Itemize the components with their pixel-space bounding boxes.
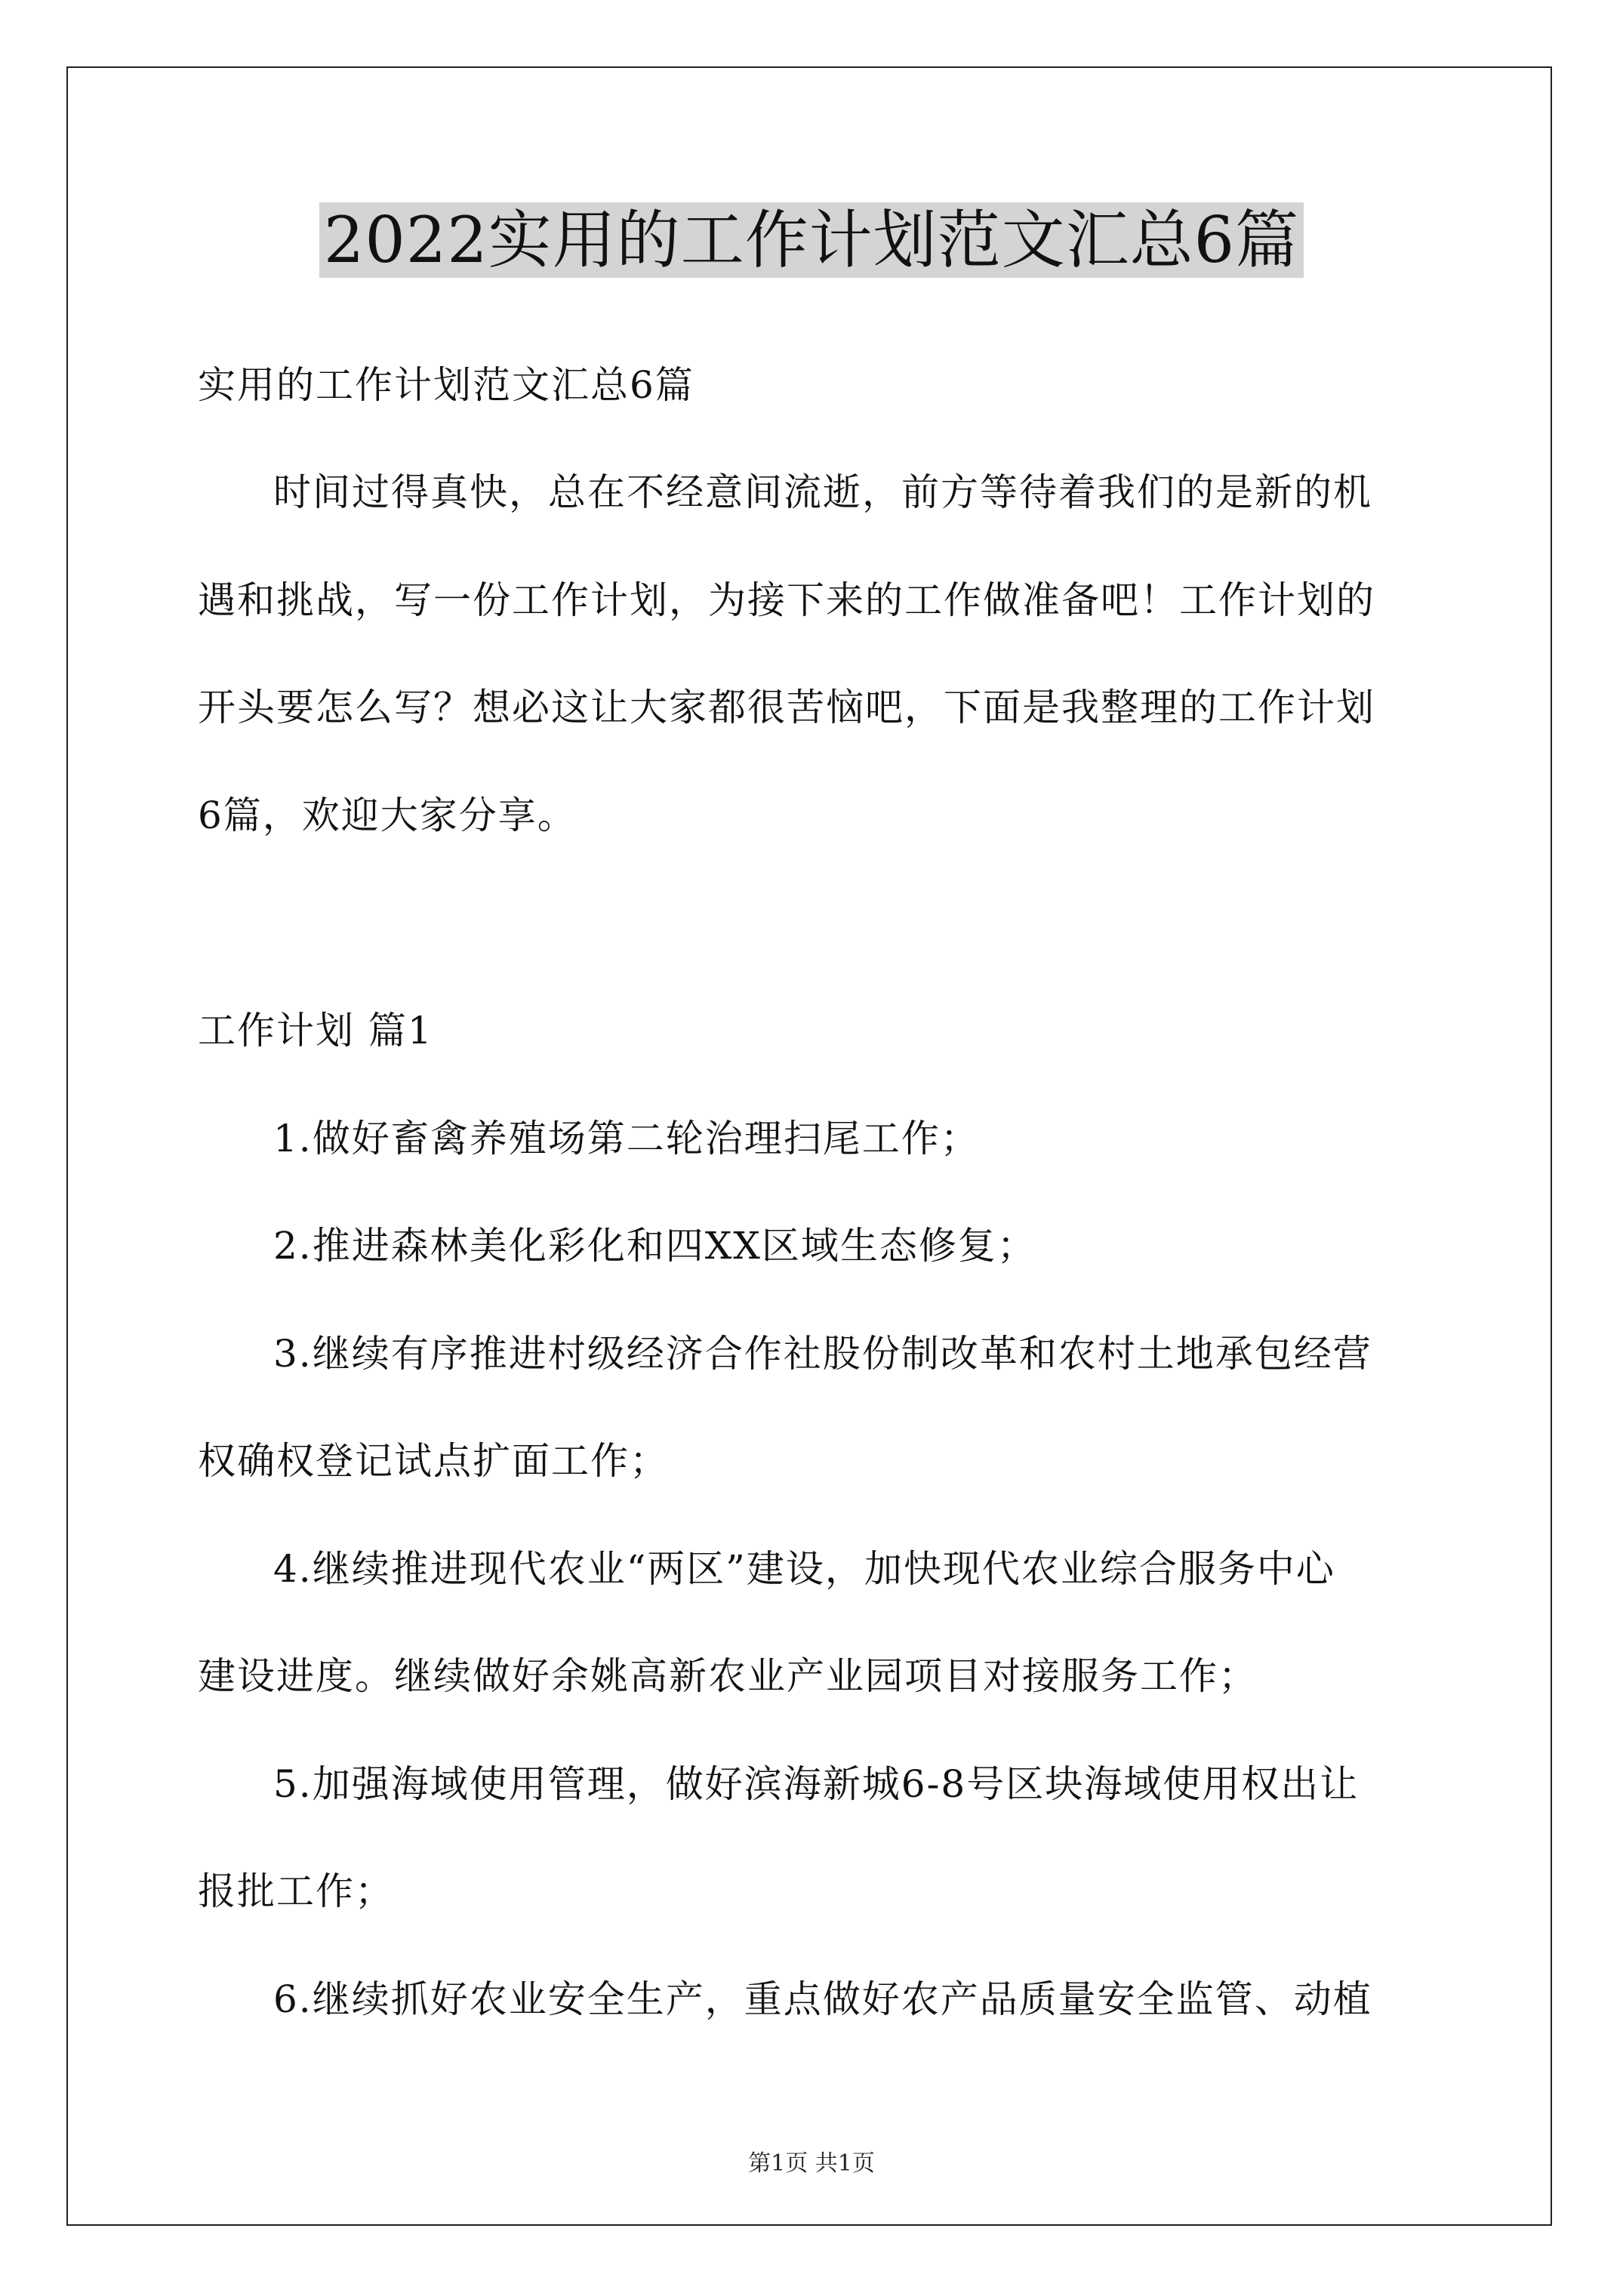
intro-line-1: 时间过得真快，总在不经意间流逝，前方等待着我们的是新的机: [273, 470, 1372, 514]
document-title: 2022实用的工作计划范文汇总6篇: [319, 202, 1304, 278]
page-footer: 第1页 共1页: [748, 2150, 875, 2177]
item-line-3: 3.继续有序推进村级经济合作社股份制改革和农村土地承包经营: [273, 1332, 1372, 1376]
item-line-4: 4.继续推进现代农业“两区”建设，加快现代农业综合服务中心: [273, 1547, 1335, 1591]
item-line-5: 5.加强海域使用管理，做好滨海新城6-8号区块海域使用权出让: [273, 1762, 1360, 1806]
item-line-3-cont: 权确权登记试点扩面工作；: [198, 1439, 669, 1483]
intro-line-4: 6篇，欢迎大家分享。: [198, 794, 577, 837]
section-heading: 工作计划 篇1: [198, 1009, 433, 1052]
document-subtitle: 实用的工作计划范文汇总6篇: [198, 363, 694, 407]
item-line-5-cont: 报批工作；: [198, 1869, 394, 1913]
item-line-6: 6.继续抓好农业安全生产，重点做好农产品质量安全监管、动植: [273, 1977, 1372, 2021]
item-line-1: 1.做好畜禽养殖场第二轮治理扫尾工作；: [273, 1117, 980, 1160]
title-container: [0, 202, 1623, 278]
item-line-4-cont: 建设进度。继续做好余姚高新农业产业园项目对接服务工作；: [198, 1654, 1258, 1698]
item-line-2: 2.推进森林美化彩化和四XX区域生态修复；: [273, 1224, 1036, 1268]
intro-line-2: 遇和挑战，写一份工作计划，为接下来的工作做准备吧！工作计划的: [198, 578, 1375, 622]
intro-line-3: 开头要怎么写？想必这让大家都很苦恼吧，下面是我整理的工作计划: [198, 686, 1375, 729]
